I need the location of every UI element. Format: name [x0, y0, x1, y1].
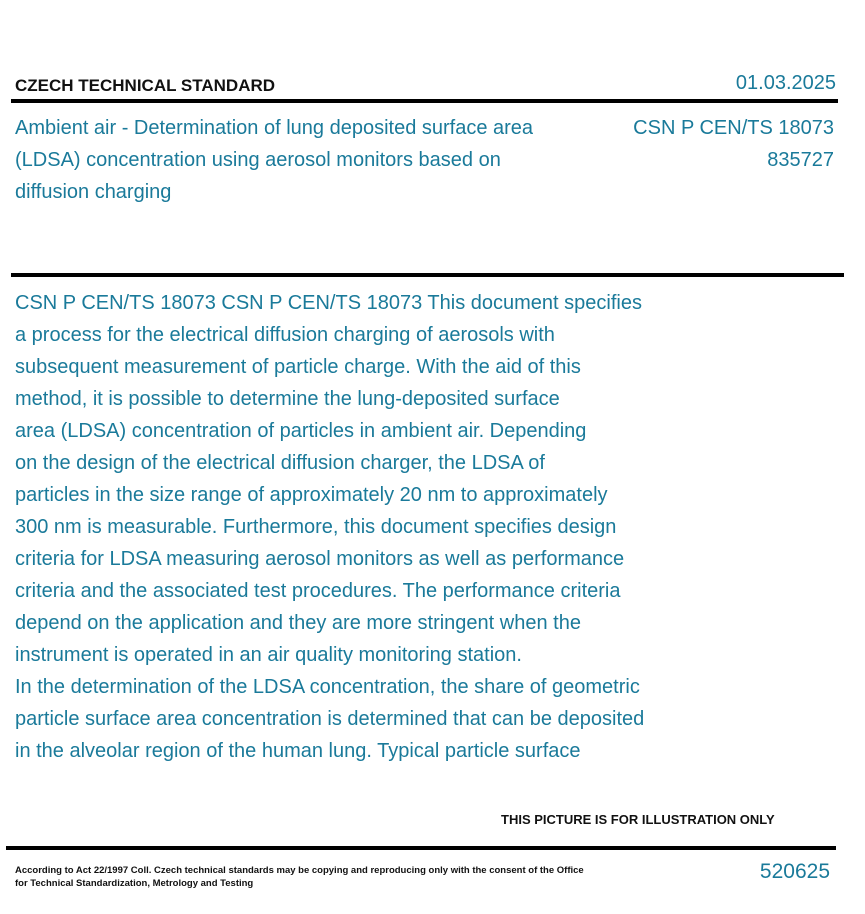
standard-code: CSN P CEN/TS 18073 [633, 117, 834, 139]
standard-type-label: CZECH TECHNICAL STANDARD [15, 76, 276, 95]
document-title: Ambient air - Determination of lung deposited surface area (LDSA) concentration using aerosol monitors based on diffusion charging [15, 117, 534, 203]
footer-code: 520625 [759, 860, 830, 883]
abstract-paragraph-1: CSN P CEN/TS 18073 CSN P CEN/TS 18073 This document specifies a process for the electrical diffusion charging of aerosols with subsequent measurement of particle charge. With the aid of this method, it is possible to determine the lung-deposited surface area (LDSA) concentration of particles in ambient air. Depending on the design of the electrical diffusion charger, the LDSA of particles in the size range of approximately 20 nm to approximately 300 nm is measurable. Furthermore, this document specifies design criteria for LDSA measuring aerosol monitors as well as performance criteria and the associated test procedures. The performance criteria depend on the application and they are more stringent when the instrument is operated in an air quality monitoring station. [15, 292, 642, 666]
standard-codes [633, 112, 834, 176]
catalog-number: 835727 [767, 149, 834, 171]
publication-date: 01.03.2025 [735, 72, 836, 94]
footer-divider [6, 846, 836, 850]
abstract-text [15, 287, 735, 767]
abstract-paragraph-2: In the determination of the LDSA concentration, the share of geometric particle surface area concentration is determined that can be deposited in the alveolar region of the human lung. Typical particle surface [15, 676, 645, 762]
copyright-notice: According to Act 22/1997 Coll. Czech technical standards may be copying and reproducing only with the consent of the Office for Technical Standardization, Metrology and Testing [15, 865, 584, 889]
header-divider [11, 99, 838, 103]
title-divider [11, 273, 844, 277]
illustration-disclaimer: THIS PICTURE IS FOR ILLUSTRATION ONLY [501, 812, 775, 827]
